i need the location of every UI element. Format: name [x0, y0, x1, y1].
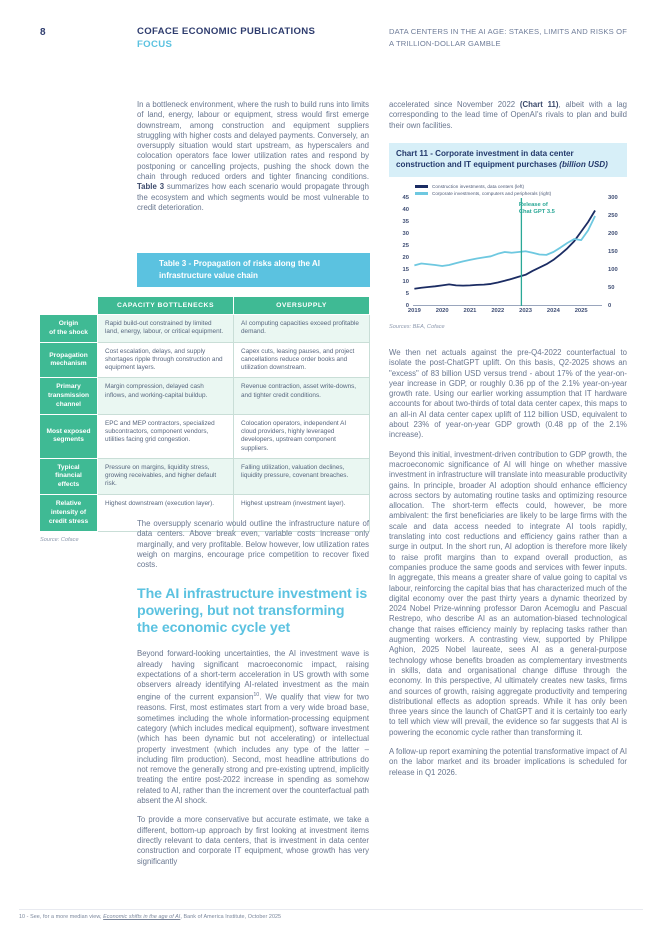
chart-annotation: Release of Chat GPT 3.5 — [518, 201, 555, 216]
axis-tick-label-x: 2025 — [574, 307, 588, 314]
chart-x-axis — [407, 307, 602, 320]
legend-item — [415, 184, 627, 189]
legend-label: Construction investments, data centers (left) — [432, 183, 525, 189]
axis-tick-label: 0 — [608, 302, 612, 309]
axis-tick-label-x: 2021 — [463, 307, 477, 314]
table-cell-bottleneck: EPC and MEP contractors, specialized subcontractors, component vendors, utilities facing grid congestion. — [98, 415, 234, 458]
axis-tick-label: 45 — [402, 194, 409, 201]
axis-tick-label: 15 — [402, 266, 409, 273]
table-cell-bottleneck: Pressure on margins, liquidity stress, growing receivables, and higher default risk. — [98, 458, 234, 495]
table-row-label: Propagation mechanism — [40, 343, 98, 378]
footnote-suffix: , Bank of America Institute, October 2025 — [180, 914, 282, 920]
right-paragraph-3: Beyond this initial, investment-driven contribution to GDP growth, the macroeconomic significance of AI will hinge on whether massive investment in infrastructure will translate into measurable productivity gains. In principle, broader AI adoption should enhance efficiency across sectors by automating routine tasks and optimizing resource allocation. The short-term effects could, however, be more ambivalent: the first beneficiaries are likely to be large firms with the scale and data access needed to integrate AI tools rapidly, translating into cost reductions and efficiency gains rather than a surge in output. In the short run, AI adoption is therefore more likely to raise profit margins than to expand overall production, as companies produce the same goods and services with fewer inputs. In aggregate, this means a greater share of value going to capital vs labour, reinforcing the capital bias that has characterized much of the digital economy over the past thirty years a dynamic theorized by 2024 Nobel Prize-winning professor Daron Acemoglu and Pascual Restrepo, who describe AI as an automation-biased technological change that raises efficiency mainly by replacing tasks rather than augmenting workers. A contrasting view, supported by Philippe Aghion, 2025 Nobel laureate, sees AI as a general-purpose technology whose benefits broaden as complementary investments in skills, data and organisational change diffuse through the economy. In this perspective, AI ultimately creates new tasks, firms and sources of growth, raising aggregate productivity and tempering distributional effects as adoption spreads. While it has only been three years since the launch of ChatGPT and it is certainly too early to tell which view will prevail, the evidence so far suggests that AI is powering the economic cycle rather than transforming it. — [389, 449, 627, 737]
table-body — [40, 315, 370, 532]
table-source: Source: Coface — [40, 537, 79, 544]
axis-tick-label-x: 2019 — [407, 307, 421, 314]
footnote-prefix: 10 - See, for a more median view, — [19, 914, 104, 920]
chart-y-axis-right — [605, 194, 627, 309]
risk-propagation-table — [39, 296, 370, 532]
publication-subtitle: FOCUS — [137, 39, 173, 50]
right-column-lower — [389, 348, 627, 787]
table-reference: Table 3 — [137, 182, 165, 192]
axis-tick-label: 0 — [405, 302, 409, 309]
left-column-lower — [137, 519, 369, 876]
axis-tick-label: 150 — [608, 248, 618, 255]
axis-tick-label: 25 — [402, 242, 409, 249]
chart-plot — [389, 194, 627, 320]
table-head — [40, 297, 370, 315]
table-row — [40, 315, 370, 343]
axis-tick-label: 35 — [402, 218, 409, 225]
publication-title: COFACE ECONOMIC PUBLICATIONS — [137, 26, 316, 37]
chart-caption — [389, 143, 627, 177]
right-p1-b: , albeit with a lag corresponding to the lead time of OpenAI's rivals to plan and build their own facilities. — [389, 100, 628, 130]
axis-tick-label-x: 2024 — [546, 307, 560, 314]
page-header — [0, 25, 662, 65]
table-cell-oversupply: Colocation operators, independent AI cloud providers, highly leveraged developers, upstream component suppliers. — [234, 415, 370, 458]
axis-tick-label-x: 2022 — [491, 307, 505, 314]
axis-tick-label: 20 — [402, 254, 409, 261]
axis-tick-label: 100 — [608, 266, 618, 273]
chart-series-line — [414, 216, 595, 266]
table-row-label: Primary transmission channel — [40, 378, 98, 415]
footnote — [19, 914, 643, 920]
table-row-label: Typical financial effects — [40, 458, 98, 495]
legend-swatch-icon — [415, 185, 428, 187]
left-p1-b: summarizes how each scenario would propagate through the ecosystem and which segments would be most vulnerable to credit deterioration. — [137, 182, 369, 212]
risk-table-block — [39, 253, 370, 543]
table-cell-bottleneck: Rapid build-out constrained by limited land, energy, labour, or critical equipment. — [98, 315, 234, 343]
table-cell-oversupply: Highest upstream (investment layer). — [234, 495, 370, 532]
left-paragraph-1 — [137, 100, 369, 213]
left-column — [137, 100, 369, 222]
chart-plot-area — [413, 198, 602, 306]
legend-swatch-icon — [415, 192, 428, 194]
right-p1-a: accelerated since November 2022 — [389, 100, 520, 109]
left-p3-a: Beyond forward-looking uncertainties, the AI investment wave is already having significant macroeconomic impact, raising expectations of a short-term acceleration in US growth with some observers already identifying AI-related investment as the main engine of the current expansion — [137, 649, 369, 703]
chart-title-unit: (billion USD) — [559, 160, 608, 170]
document-title: DATA CENTERS IN THE AI AGE: STAKES, LIMITS AND RISKS OF A TRILLION-DOLLAR GAMBLE — [389, 27, 628, 48]
right-paragraph-1 — [389, 100, 627, 131]
left-paragraph-2: The oversupply scenario would outline the infrastructure nature of data centers. Above break even, variable costs increase only marginally, and very profitable. Below however, low utilization rates weigh on margins, encourage price competition to recover fixed costs. — [137, 519, 369, 570]
axis-tick-label: 40 — [402, 206, 409, 213]
table-cell-oversupply: Revenue contraction, asset write-downs, and tighter credit conditions. — [234, 378, 370, 415]
publication-block — [137, 25, 315, 51]
table-cell-bottleneck: Margin compression, delayed cash inflows, and working-capital buildup. — [98, 378, 234, 415]
footer-rule — [19, 909, 643, 910]
right-paragraph-2: We then net actuals against the pre-Q4-2022 counterfactual to isolate the post-ChatGPT uplift. On this basis, Q2-2025 shows an "excess" of 83 billion USD versus trend - about 17% of the year-on-year increase in GDP, or roughly 0.36 pp of the 2.1% year-on-year growth rate. Using our earlier working assumption that IT hardware accounts for about two-thirds of total data center capex, this maps to an all-in AI data center capex uplift of 112 billion USD, equivalent to about 23% of year-on-year GDP growth (0.48 pp of the 2.1% increase). — [389, 348, 627, 440]
chart-source: Sources: BEA, Coface — [389, 323, 445, 330]
left-paragraph-4: To provide a more conservative but accurate estimate, we take a different, bottom-up approach by first looking at investment items directly relevant to data centers, that is investment in data center construction and corporate IT equipment, whose growth has very significantly — [137, 815, 369, 866]
axis-tick-label: 200 — [608, 230, 618, 237]
table-row-label: Relative intensity of credit stress — [40, 495, 98, 532]
page-number: 8 — [40, 27, 46, 38]
table-cell-oversupply: AI computing capacities exceed profitable demand. — [234, 315, 370, 343]
right-column-top — [389, 100, 627, 140]
axis-tick-label-x: 2023 — [519, 307, 533, 314]
chart-y-axis-left — [389, 194, 411, 309]
left-p1-a: In a bottleneck environment, where the rush to build runs into limits of land, energy, labour or equipment, stress would first emerge downstream, among construction and equipment suppliers struggling with higher costs and delayed payments. Conversely, an oversupply situation would start upstream, as hyperscalers and colocation operators face lower utilization rates and respond by postponing or cancelling projects, pushing the shock down the chain through reduced orders and tighter financing conditions. — [137, 100, 369, 182]
axis-tick-label: 5 — [405, 290, 409, 297]
section-heading: The AI infrastructure investment is powering, but not transforming the economic cycle yet — [137, 586, 368, 636]
table-row-label: Origin of the shock — [40, 315, 98, 343]
table-caption: Table 3 - Propagation of risks along the AI infrastructure value chain — [137, 253, 370, 287]
table-cell-oversupply: Capex cuts, leasing pauses, and project cancellations reduce order books and utilization downstream. — [234, 343, 370, 378]
legend-item — [415, 191, 627, 196]
table-cell-oversupply: Falling utilization, valuation declines, liquidity pressure, covenant breaches. — [234, 458, 370, 495]
table-row — [40, 378, 370, 415]
table-row-label: Most exposed segments — [40, 415, 98, 458]
table-row — [40, 458, 370, 495]
table-corner-cell — [40, 297, 98, 315]
table-cell-bottleneck: Highest downstream (execution layer). — [98, 495, 234, 532]
right-paragraph-4: A follow-up report examining the potential transformative impact of AI on the labor market and its broader implications is scheduled for release in Q1 2026. — [389, 746, 627, 777]
legend-label: Corporate investments, computers and peripherals (right) — [432, 190, 552, 196]
left-paragraph-3 — [137, 649, 369, 806]
table-header-row — [40, 297, 370, 315]
chart-legend — [415, 184, 627, 196]
footnote-link[interactable]: Economic shifts in the age of AI — [103, 914, 181, 920]
table-col-oversupply: OVERSUPPLY — [234, 297, 370, 315]
axis-tick-label: 30 — [402, 230, 409, 237]
axis-tick-label: 250 — [608, 212, 618, 219]
table-col-bottlenecks: CAPACITY BOTTLENECKS — [98, 297, 234, 315]
axis-tick-label-x: 2020 — [435, 307, 449, 314]
table-row — [40, 415, 370, 458]
table-cell-bottleneck: Cost escalation, delays, and supply shortages ripple through construction and equipment layers. — [98, 343, 234, 378]
axis-tick-label: 50 — [608, 284, 615, 291]
chart-lines — [413, 198, 602, 306]
axis-tick-label: 300 — [608, 194, 618, 201]
table-row — [40, 343, 370, 378]
chart-block — [389, 143, 627, 330]
chart-title: Chart 11 - Corporate investment in data center construction and IT equipment purchases — [396, 149, 574, 170]
footnote-marker: 10 — [253, 692, 260, 699]
chart-series-line — [414, 210, 595, 288]
axis-tick-label: 10 — [402, 278, 409, 285]
chart-reference: (Chart 11) — [519, 100, 559, 109]
left-p3-b: . We qualify that view for two reasons. First, most estimates start from a very wide broad base, sometimes including the whole information-processing equipment category (which includes medical equipment), software investment (which has been dynamic but not accelerating) or intellectual property investment (which includes any type of the latter – including film production). Second, most headline attributions do not remove the generally strong and pre-existing uptrend, implicitly treating the entire post-2022 increase in spending as somehow related to AI, rather than the increment over the counterfactual path absent the AI shock. — [137, 693, 370, 806]
